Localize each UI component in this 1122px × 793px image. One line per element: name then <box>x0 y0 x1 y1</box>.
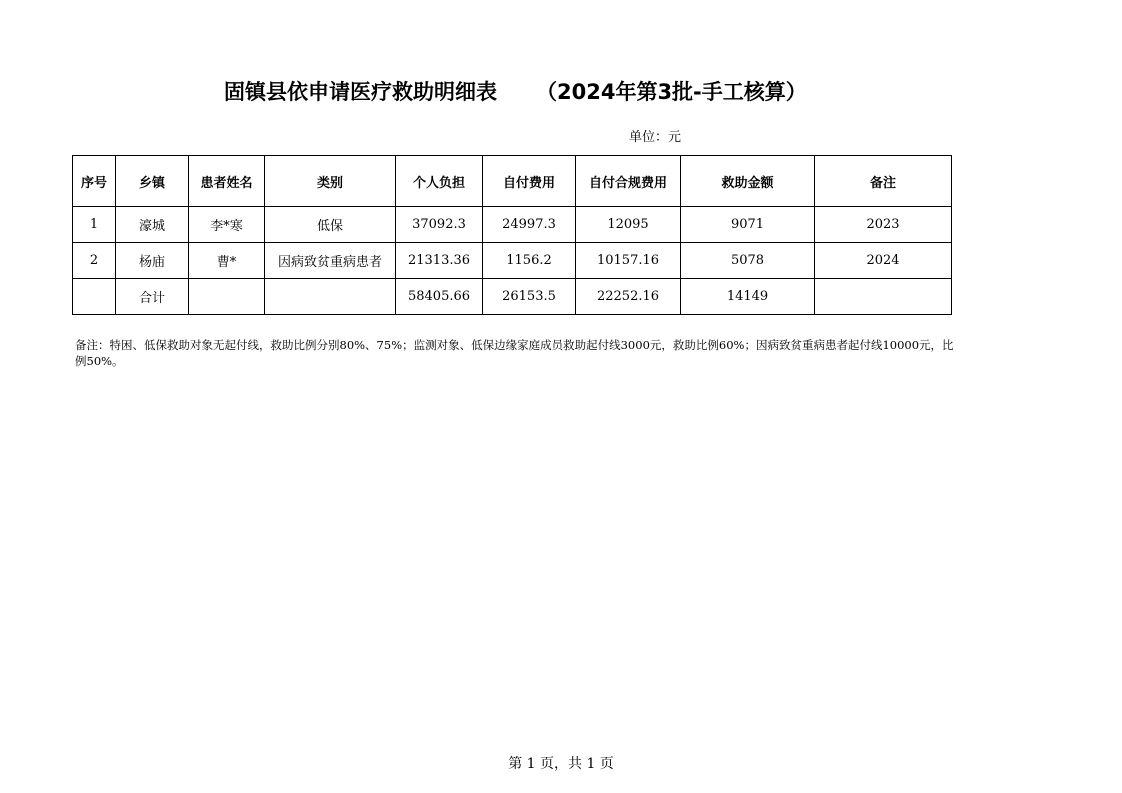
cell-remarks: 2024 <box>815 243 952 279</box>
total-index <box>73 279 116 315</box>
cell-self-paid: 24997.3 <box>483 207 576 243</box>
cell-patient-name: 李*寒 <box>189 207 265 243</box>
cell-township: 杨庙 <box>116 243 189 279</box>
title-main: 固镇县依申请医疗救助明细表 <box>224 80 497 104</box>
header-remarks: 备注 <box>815 156 952 207</box>
cell-compliant-self-paid: 10157.16 <box>576 243 681 279</box>
cell-index: 1 <box>73 207 116 243</box>
cell-compliant-self-paid: 12095 <box>576 207 681 243</box>
table-row <box>73 207 952 243</box>
total-self-paid: 26153.5 <box>483 279 576 315</box>
total-aid-amount: 14149 <box>681 279 815 315</box>
header-personal-burden: 个人负担 <box>396 156 483 207</box>
table-row <box>73 243 952 279</box>
table-total-row <box>73 279 952 315</box>
detail-table <box>72 155 952 315</box>
total-patient-name <box>189 279 265 315</box>
header-aid-amount: 救助金额 <box>681 156 815 207</box>
cell-index: 2 <box>73 243 116 279</box>
cell-personal-burden: 21313.36 <box>396 243 483 279</box>
total-category <box>265 279 396 315</box>
page-number: 第 1 页，共 1 页 <box>508 756 614 772</box>
cell-aid-amount: 5078 <box>681 243 815 279</box>
title-batch: （2024年第3批-手工核算） <box>536 80 807 104</box>
cell-patient-name: 曹* <box>189 243 265 279</box>
unit-label: 单位：元 <box>629 130 682 145</box>
header-self-paid: 自付费用 <box>483 156 576 207</box>
header-compliant-self-paid: 自付合规费用 <box>576 156 681 207</box>
total-label: 合计 <box>116 279 189 315</box>
header-category: 类别 <box>265 156 396 207</box>
cell-aid-amount: 9071 <box>681 207 815 243</box>
cell-self-paid: 1156.2 <box>483 243 576 279</box>
footnote: 备注：特困、低保救助对象无起付线，救助比例分别80%、75%；监测对象、低保边缘家庭成员救助起付线3000元，救助比例60%；因病致贫重病患者起付线10000元，比例50%。 <box>75 338 954 368</box>
header-patient-name: 患者姓名 <box>189 156 265 207</box>
cell-personal-burden: 37092.3 <box>396 207 483 243</box>
header-index: 序号 <box>73 156 116 207</box>
cell-category: 因病致贫重病患者 <box>265 243 396 279</box>
cell-category: 低保 <box>265 207 396 243</box>
header-township: 乡镇 <box>116 156 189 207</box>
document-title <box>0 76 1122 110</box>
total-compliant-self-paid: 22252.16 <box>576 279 681 315</box>
total-personal-burden: 58405.66 <box>396 279 483 315</box>
total-remarks <box>815 279 952 315</box>
cell-township: 濠城 <box>116 207 189 243</box>
table-header-row <box>73 156 952 207</box>
cell-remarks: 2023 <box>815 207 952 243</box>
